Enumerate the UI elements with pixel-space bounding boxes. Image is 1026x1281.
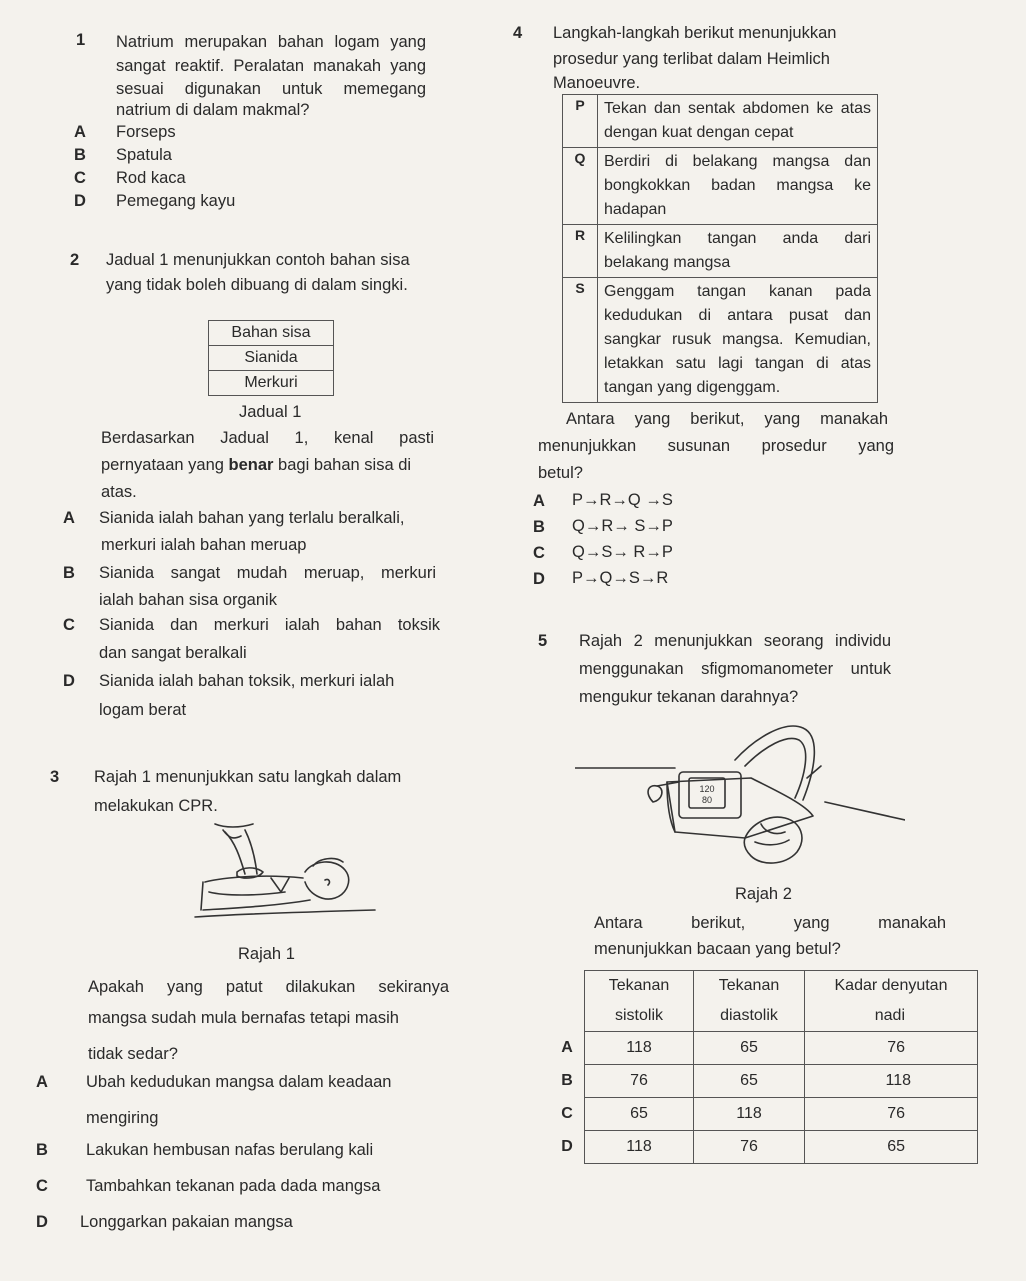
question-prompt: Apakah yang patut dilakukan sekiranya <box>88 978 449 996</box>
step-text: Kelilingkan tangan anda dari belakang mangsa <box>598 225 878 278</box>
option-text[interactable]: Ubah kedudukan mangsa dalam keadaan <box>86 1073 392 1091</box>
option-letter: A <box>36 1073 48 1091</box>
table-cell: Sianida <box>209 346 334 371</box>
option-text[interactable]: Tambahkan tekanan pada dada mangsa <box>86 1177 381 1195</box>
option-letter: A <box>63 509 75 527</box>
option-letter: B <box>63 564 75 582</box>
option-letter: C <box>36 1177 48 1195</box>
question-number: 4 <box>513 24 523 42</box>
step-row <box>563 278 878 403</box>
column-header: Tekanan <box>694 971 805 1002</box>
waste-table <box>208 320 334 396</box>
table-cell: Merkuri <box>209 371 334 396</box>
sphygmomanometer-illustration <box>575 720 905 880</box>
option-text[interactable]: Forseps <box>116 123 176 141</box>
option-letter: A <box>74 123 86 141</box>
option-letter: C <box>63 616 75 634</box>
question-prompt: Berdasarkan Jadual 1, kenal pasti <box>101 429 434 447</box>
question-number: 1 <box>76 31 86 49</box>
question-prompt: Antara berikut, yang manakah <box>594 914 946 932</box>
option-letter: C <box>561 1105 573 1122</box>
option-text[interactable]: Longgarkan pakaian mangsa <box>80 1213 293 1231</box>
step-text: Berdiri di belakang mangsa dan bongkokkan badan mangsa ke hadapan <box>598 148 878 225</box>
option-letter: D <box>533 570 545 588</box>
figure-caption: Rajah 2 <box>735 885 792 903</box>
option-text[interactable]: Sianida ialah bahan yang terlalu beralkali, <box>99 509 405 527</box>
step-label: Q <box>563 148 598 225</box>
question-number: 3 <box>50 768 60 786</box>
option-text[interactable]: Sianida dan merkuri ialah bahan toksik <box>99 616 440 634</box>
step-label: R <box>563 225 598 278</box>
option-text[interactable]: Lakukan hembusan nafas berulang kali <box>86 1141 374 1159</box>
svg-text:80: 80 <box>701 795 713 805</box>
option-text[interactable]: Sianida sangat mudah meruap, merkuri <box>99 564 436 582</box>
step-text: Genggam tangan kanan pada kedudukan di antara pusat dan sangkar rusuk mangsa. Kemudian, letakkan satu lagi tangan di atas tangan yang digenggam. <box>598 278 878 403</box>
option-text[interactable]: Q→S→ R→P <box>572 543 673 561</box>
step-label: S <box>563 278 598 403</box>
cpr-illustration <box>185 822 385 932</box>
question-stem: Natrium merupakan bahan logam yang sangat reaktif. Peralatan manakah yang sesuai digunakan untuk memegang <box>116 33 426 98</box>
option-letter: A <box>561 1039 573 1056</box>
option-text[interactable]: Sianida ialah bahan toksik, merkuri ialah <box>99 672 395 690</box>
option-letter: C <box>533 544 545 562</box>
option-text[interactable]: Spatula <box>116 146 172 164</box>
blood-pressure-table: Tekanan Tekanan Kadar denyutan sistolik diastolik nadi A 118 65 76 B 76 65 118 C 65 118 76 D 118 76 65 <box>550 970 978 1164</box>
table-header: Bahan sisa <box>209 321 334 346</box>
option-letter: D <box>36 1213 48 1231</box>
step-row <box>563 148 878 225</box>
option-letter: D <box>74 192 86 210</box>
option-text[interactable]: Q→R→ S→P <box>572 517 673 535</box>
option-letter: D <box>561 1138 573 1155</box>
option-text[interactable]: P→R→Q →S <box>572 491 673 509</box>
option-letter: B <box>533 518 545 536</box>
step-row <box>563 225 878 278</box>
question-number: 2 <box>70 251 80 269</box>
step-row <box>563 95 878 148</box>
question-stem: Rajah 2 menunjukkan seorang individu <box>579 632 891 650</box>
option-letter: A <box>533 492 545 510</box>
table-row[interactable]: B 76 65 118 <box>550 1065 978 1098</box>
table-row[interactable]: C 65 118 76 <box>550 1098 978 1131</box>
step-text: Tekan dan sentak abdomen ke atas dengan kuat dengan cepat <box>598 95 878 148</box>
question-stem: Rajah 1 menunjukkan satu langkah dalam <box>94 768 402 786</box>
option-text[interactable]: Rod kaca <box>116 169 186 187</box>
option-letter: C <box>74 169 86 187</box>
option-text[interactable]: P→Q→S→R <box>572 569 669 587</box>
question-stem: Langkah-langkah berikut menunjukkan <box>553 24 837 42</box>
option-letter: B <box>561 1072 573 1089</box>
option-letter: B <box>36 1141 48 1159</box>
heimlich-steps-table <box>562 94 878 403</box>
table-row[interactable]: D 118 76 65 <box>550 1131 978 1164</box>
table-row[interactable]: A 118 65 76 <box>550 1032 978 1065</box>
table-caption: Jadual 1 <box>239 403 302 421</box>
option-letter: D <box>63 672 75 690</box>
step-label: P <box>563 95 598 148</box>
question-number: 5 <box>538 632 548 650</box>
column-header: Kadar denyutan <box>805 971 978 1002</box>
svg-text:120: 120 <box>699 784 715 794</box>
figure-caption: Rajah 1 <box>238 945 295 963</box>
question-stem: Jadual 1 menunjukkan contoh bahan sisa <box>106 251 410 269</box>
option-text[interactable]: Pemegang kayu <box>116 192 236 210</box>
column-header: Tekanan <box>585 971 694 1002</box>
question-prompt: Antara yang berikut, yang manakah <box>566 410 888 428</box>
option-letter: B <box>74 146 86 164</box>
